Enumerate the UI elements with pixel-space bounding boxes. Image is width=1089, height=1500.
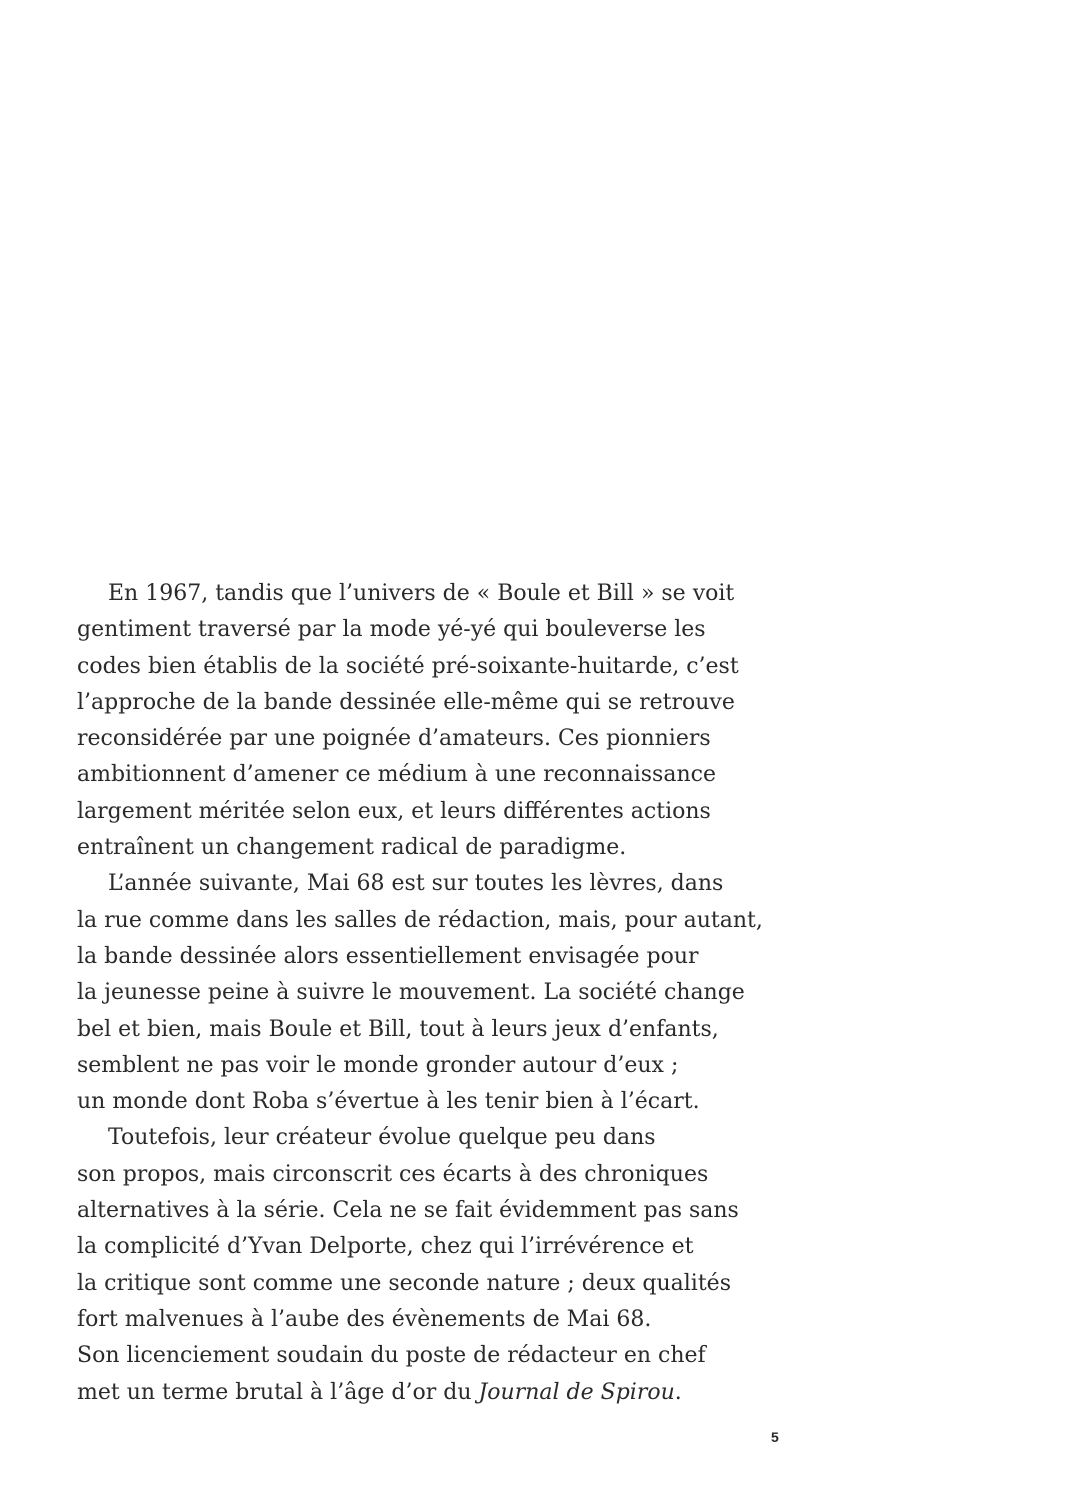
last-line-text: met un terme brutal à l’âge d’or du: [77, 1379, 479, 1405]
paragraph-3-line-1: Toutefois, leur créateur évolue quelque peu dans: [108, 1125, 656, 1151]
paragraph-1-line-5: reconsidérée par une poignée d’amateurs. Ces pionniers: [77, 726, 711, 752]
paragraph-1-line-2: gentiment traversé par la mode yé-yé qui bouleverse les: [77, 617, 706, 643]
paragraph-2-line-1: L’année suivante, Mai 68 est sur toutes les lèvres, dans: [108, 871, 724, 897]
paragraph-2-line-2: la rue comme dans les salles de rédaction, mais, pour autant,: [77, 907, 763, 933]
paragraph-1-line-1: En 1967, tandis que l’univers de « Boule et Bill » se voit: [108, 581, 735, 606]
last-line-period: .: [674, 1379, 682, 1405]
page-number: 5: [771, 1429, 779, 1445]
paragraph-3-line-7: Son licenciement soudain du poste de rédacteur en chef: [77, 1343, 706, 1369]
paragraph-3-line-3: alternatives à la série. Cela ne se fait évidemment pas sans: [77, 1198, 739, 1224]
paragraph-1-line-4: l’approche de la bande dessinée elle-même qui se retrouve: [77, 689, 735, 715]
paragraph-2-line-6: semblent ne pas voir le monde gronder autour d’eux ;: [77, 1052, 679, 1078]
paragraph-3-line-5: la critique sont comme une seconde nature ; deux qualités: [77, 1270, 731, 1296]
paragraph-3-line-4: la complicité d’Yvan Delporte, chez qui l’irrévérence et: [77, 1234, 694, 1260]
body-text: [77, 576, 797, 1411]
paragraph-3-line-8: [77, 1375, 797, 1411]
paragraph-1-line-8: entraînent un changement radical de paradigme.: [77, 835, 627, 861]
paragraph-1-line-3: codes bien établis de la société pré-soixante-huitarde, c’est: [77, 653, 739, 679]
paragraph-2-line-3: la bande dessinée alors essentiellement envisagée pour: [77, 943, 699, 969]
paragraph-2-line-4: la jeunesse peine à suivre le mouvement. La société change: [77, 980, 745, 1006]
paragraph-2-line-5: bel et bien, mais Boule et Bill, tout à leurs jeux d’enfants,: [77, 1016, 719, 1042]
paragraph-3-line-6: fort malvenues à l’aube des évènements de Mai 68.: [77, 1306, 652, 1332]
journal-title: Journal de Spirou: [478, 1379, 675, 1405]
paragraph-1-line-7: largement méritée selon eux, et leurs différentes actions: [77, 798, 711, 824]
paragraph-2-line-7: un monde dont Roba s’évertue à les tenir bien à l’écart.: [77, 1089, 700, 1115]
paragraph-3-line-2: son propos, mais circonscrit ces écarts à des chroniques: [77, 1161, 709, 1187]
paragraph-1-line-6: ambitionnent d’amener ce médium à une reconnaissance: [77, 762, 716, 788]
